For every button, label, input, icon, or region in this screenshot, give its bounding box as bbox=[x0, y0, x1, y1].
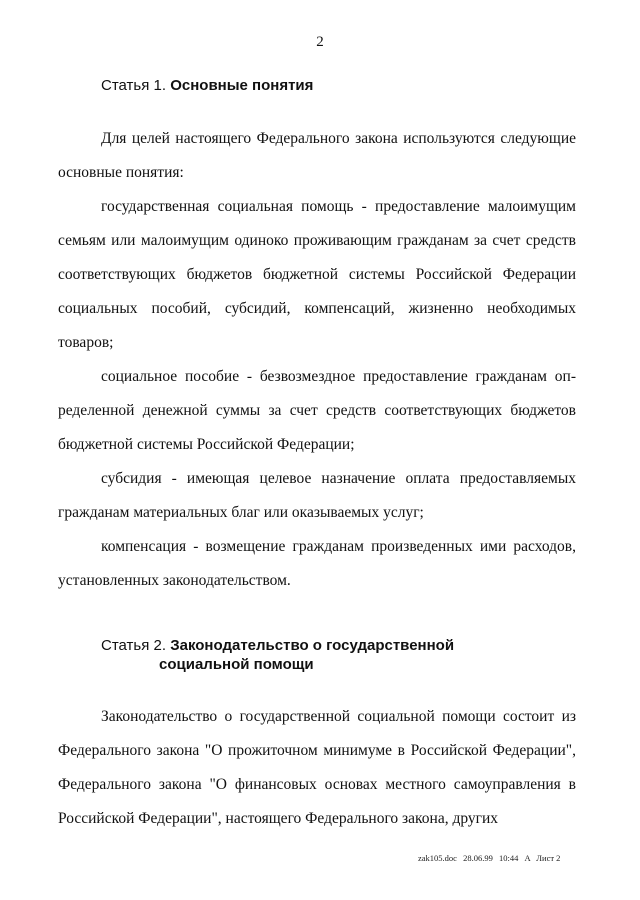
article-2-heading bbox=[101, 636, 454, 674]
article-1-heading-prefix: Статья 1. bbox=[101, 77, 167, 94]
article-1-paragraph: государственная социальная помощь - предоставление малоимущим семьям или малоимущим одиноко проживающим гражданам за счет средств соответствующих бюджетов бюджетной системы Российской Федерации социальных пособий, субсидий, компенсаций, жизненно необходимых товаров; bbox=[58, 198, 576, 351]
footer-time: 10:44 bbox=[498, 853, 519, 863]
document-footer bbox=[418, 853, 560, 863]
article-1-heading bbox=[101, 76, 313, 95]
page-number: 2 bbox=[316, 34, 324, 50]
article-1-heading-title: Основные понятия bbox=[170, 77, 314, 94]
article-2-heading-title-line2: социальной помощи bbox=[159, 656, 314, 673]
article-1-body bbox=[58, 122, 576, 598]
footer-file-name: zak105.doc bbox=[418, 853, 457, 863]
article-1-paragraph: субсидия - имеющая целевое назначение оплата предоставляемых гражданам материальных благ или оказываемых услуг; bbox=[58, 470, 576, 521]
footer-sheet: Лист 2 bbox=[536, 853, 561, 863]
footer-date: 28.06.99 bbox=[463, 853, 493, 863]
article-1-paragraph: социальное пособие - безвозмездное предоставление гражданам определенной денежной суммы за счет средств соответствующих бюджетов бюджетной системы Российской Федерации; bbox=[58, 368, 576, 453]
article-2-body bbox=[58, 700, 576, 836]
article-2-heading-title-line1: Законодательство о государственной bbox=[170, 637, 455, 654]
article-2-heading-prefix: Статья 2. bbox=[101, 637, 167, 654]
article-1-paragraph: Для целей настоящего Федерального закона используются следующие основные понятия: bbox=[58, 130, 576, 181]
footer-mark: A bbox=[524, 853, 531, 863]
article-2-paragraph: Законодательство о государственной социальной помощи состоит из Федерального закона "О прожиточном минимуме в Российской Федерации", Федерального закона "О финансовых основах местного самоуправления в Российской Федерации", настоящего Федерального закона, других bbox=[58, 708, 576, 827]
article-1-paragraph: компенсация - возмещение гражданам произведенных ими расходов, установленных законодательством. bbox=[58, 538, 576, 589]
